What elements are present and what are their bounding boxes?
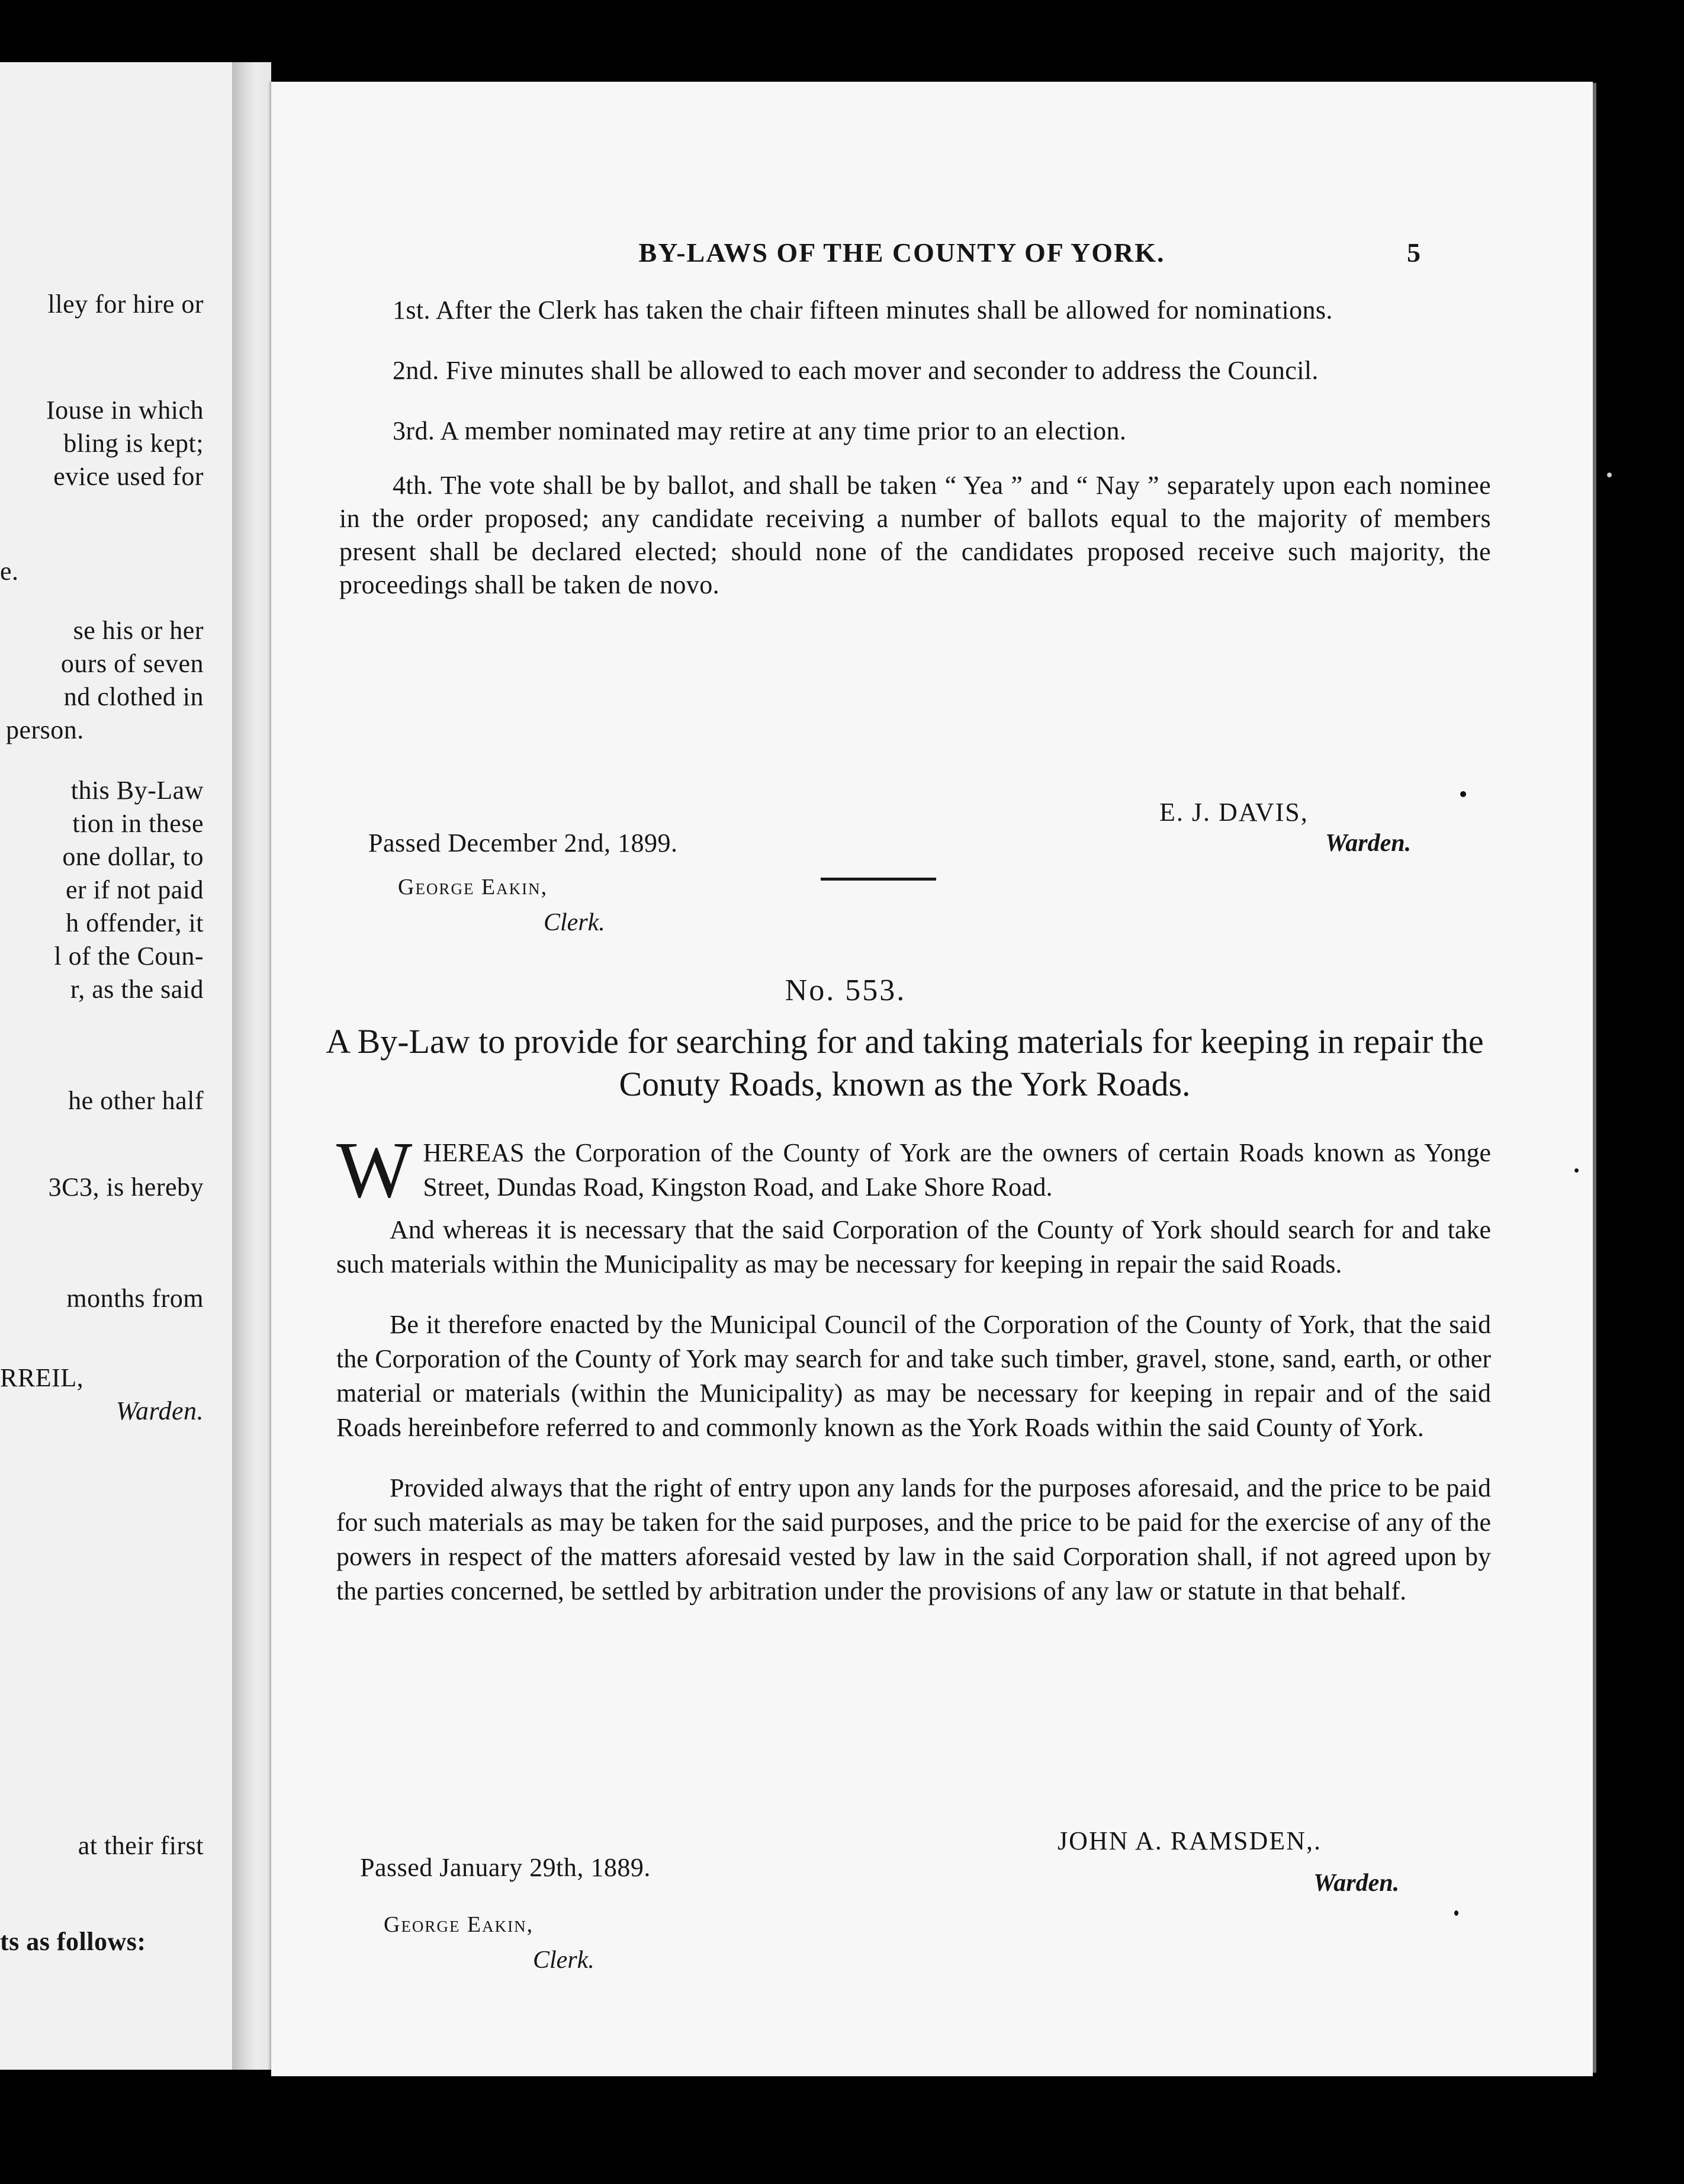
passed-date-2: Passed January 29th, 1889. <box>360 1853 651 1882</box>
rules-block <box>339 294 1491 602</box>
rule-1: 1st. After the Clerk has taken the chair fifteen minutes shall be allowed for nominations. <box>393 296 1333 325</box>
enactment-clause: Be it therefore enacted by the Municipal Council of the Corporation of the County of York, that the said the Corporation of the County of York may search for and take such timber, gravel, stone, sand, earth, or other material or materials (within the Municipality) as may be necessary for keeping in repair and of the said Roads hereinbefore referred to and commonly known as the York Roads within the said County of York. <box>336 1310 1491 1442</box>
bylaw-body <box>336 1126 1491 1608</box>
rule-3: 3rd. A member nominated may retire at any time prior to an election. <box>393 416 1127 445</box>
left-page-line: e. <box>0 557 19 586</box>
left-page-line: at their first <box>78 1831 204 1860</box>
left-page-line: RREIL, <box>0 1363 84 1392</box>
speck <box>1460 791 1466 797</box>
speck <box>1454 1910 1458 1916</box>
clerk-title: Clerk. <box>544 909 605 936</box>
left-page-line: er if not paid <box>65 875 204 904</box>
clerk-name: George Eakin, <box>398 875 548 900</box>
whereas-clause-2: And whereas it is necessary that the said Corporation of the County of York should search for and take such materials within the Municipality as may be necessary for keeping in repair the said Roads. <box>336 1215 1491 1279</box>
running-head: BY-LAWS OF THE COUNTY OF YORK. <box>638 237 1165 268</box>
page-edge-shadow <box>1593 83 1596 2073</box>
left-page-line: this By-Law <box>70 776 204 805</box>
main-page <box>271 82 1593 2076</box>
left-page-line: ts as follows: <box>0 1927 146 1956</box>
left-page-fragment <box>0 62 232 2070</box>
warden-title: Warden. <box>1325 830 1412 857</box>
left-page-line: tion in these <box>72 809 204 838</box>
left-page-line: months from <box>66 1284 204 1313</box>
left-page-line: r, as the said <box>70 975 204 1004</box>
left-page-line: nd clothed in <box>63 682 204 711</box>
passed-date: Passed December 2nd, 1899. <box>368 828 678 857</box>
page-header <box>271 237 1593 272</box>
drop-cap: W <box>336 1126 413 1215</box>
clerk-title-2: Clerk. <box>533 1947 594 1974</box>
left-page-line: he other half <box>68 1086 204 1115</box>
rule-2: 2nd. Five minutes shall be allowed to each mover and seconder to address the Council. <box>393 356 1319 385</box>
warden-name-2: JOHN A. RAMSDEN,. <box>1058 1826 1322 1855</box>
bylaw-title: A By-Law to provide for searching for and taking materials for keeping in repair the Conuty Roads, known as the York Roads. <box>326 1022 1484 1103</box>
left-page-line: one dollar, to <box>62 842 204 871</box>
left-page-line: person. <box>6 715 84 744</box>
left-page-line: ours of seven <box>60 649 204 678</box>
left-page-line: l of the Coun- <box>54 942 204 971</box>
rule-4: 4th. The vote shall be by ballot, and shall be taken “ Yea ” and “ Nay ” separately upon each nominee in the order proposed; any candidate receiving a number of ballots equal to the majority of members present shall be declared elected; should none of the candidates proposed receive such majority, the proceedings shall be taken de novo. <box>339 471 1491 599</box>
left-page-line: lley for hire or <box>47 290 204 319</box>
whereas-clause: HEREAS the Corporation of the County of York are the owners of certain Roads known as Yonge Street, Dundas Road, Kingston Road, and Lake Shore Road. <box>423 1138 1491 1202</box>
left-page-line: Iouse in which <box>46 396 204 425</box>
section-divider <box>821 878 936 881</box>
page-number: 5 <box>1407 237 1421 268</box>
left-page-line: evice used for <box>53 462 204 491</box>
left-page-line: h offender, it <box>66 908 204 937</box>
clerk-name-2: George Eakin, <box>384 1912 534 1937</box>
speck <box>1607 473 1612 477</box>
book-gutter <box>232 62 271 2070</box>
bylaw-number: No. 553. <box>785 974 907 1007</box>
proviso-clause: Provided always that the right of entry upon any lands for the purposes aforesaid, and the price to be paid for such materials as may be taken for the said purposes, and the price to be paid for the exercise of any of the powers in respect of the matters aforesaid vested by law in the said Corporation shall, if not agreed upon by the parties concerned, be settled by arbitration under the provisions of any law or statute in that behalf. <box>336 1473 1491 1605</box>
warden-name: E. J. DAVIS, <box>1159 798 1309 827</box>
speck <box>1574 1168 1579 1173</box>
warden-title-2: Warden. <box>1313 1870 1400 1897</box>
left-page-line: Warden. <box>115 1396 204 1425</box>
left-page-line: bling is kept; <box>63 429 204 458</box>
left-page-line: 3C3, is hereby <box>48 1173 204 1202</box>
left-page-line: se his or her <box>73 616 204 645</box>
